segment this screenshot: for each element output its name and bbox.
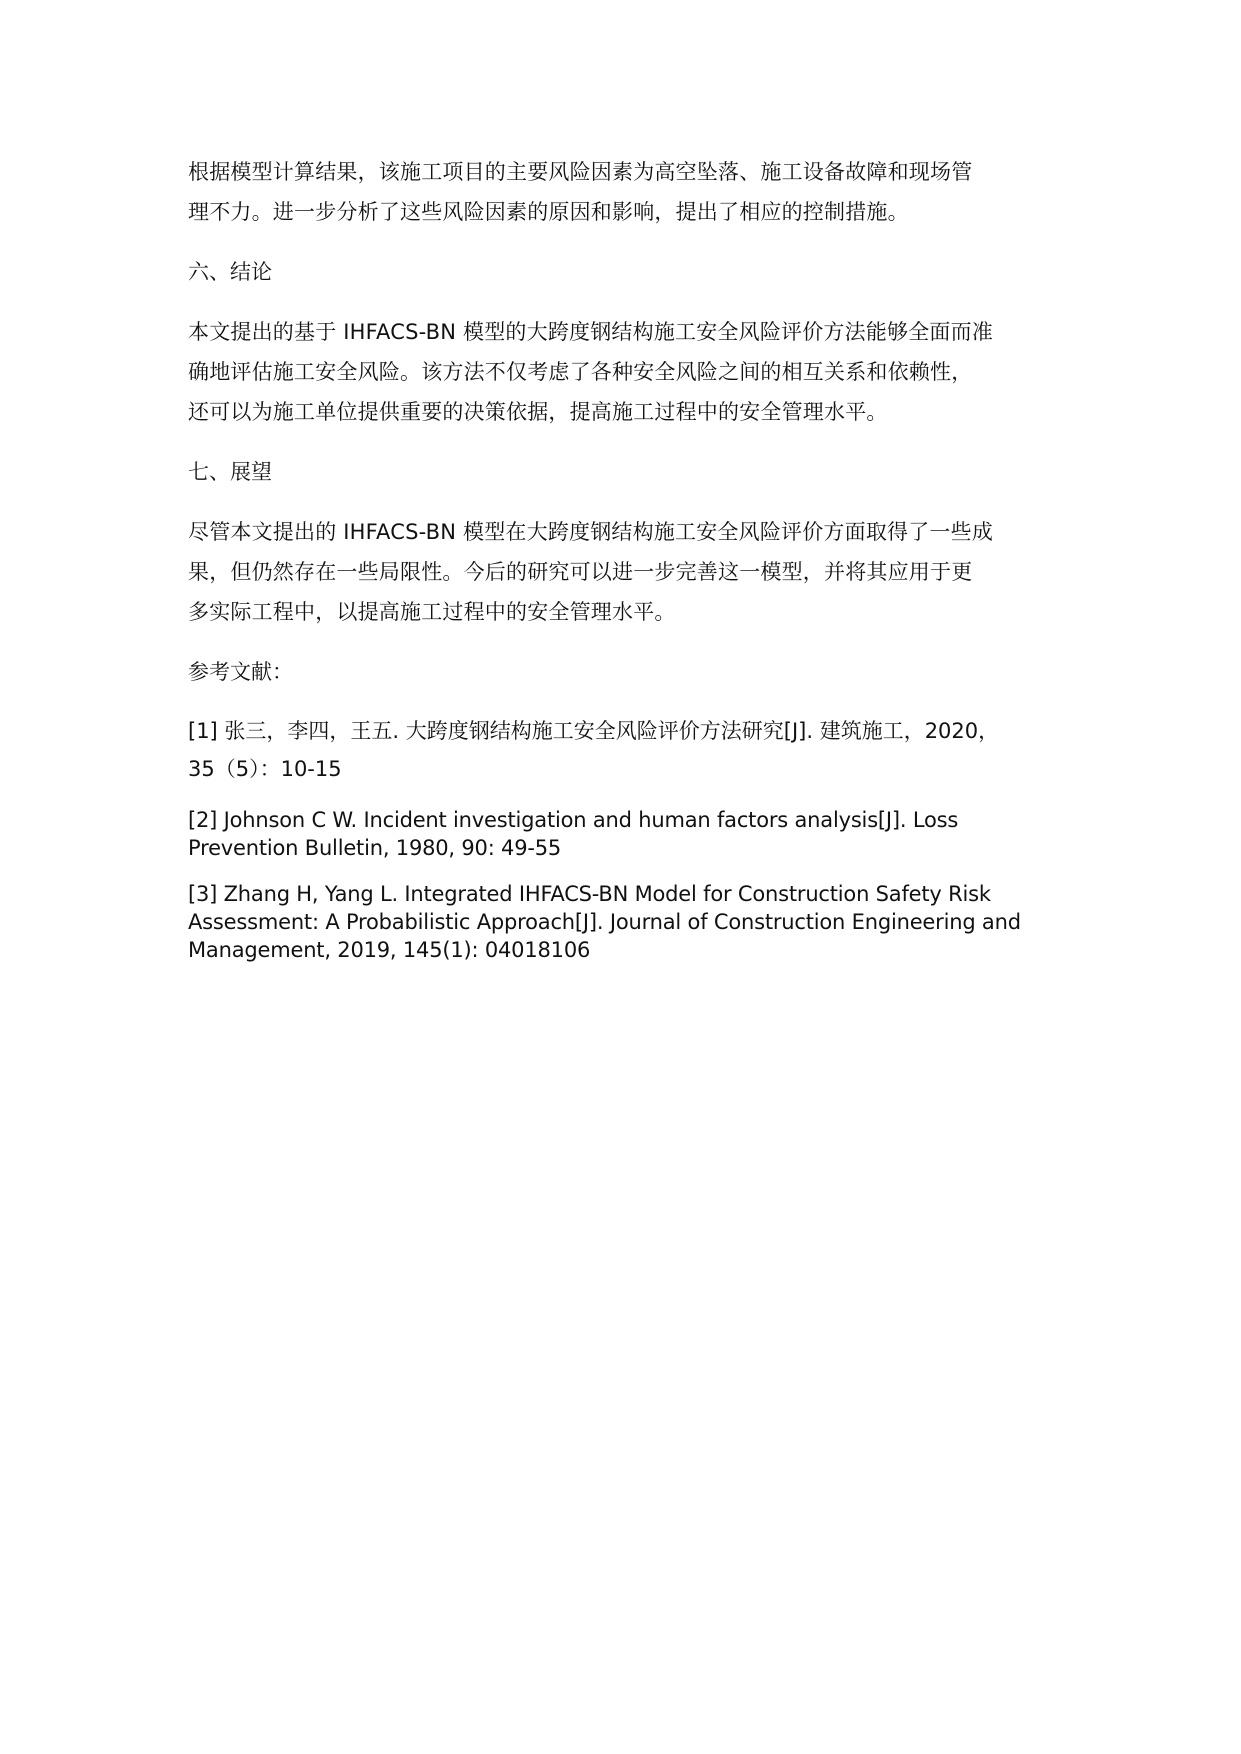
reference-item-3 <box>188 880 1088 964</box>
text-line: [2] Johnson C W. Incident investigation and human factors analysis[J]. Loss <box>188 808 959 832</box>
text-line: 根据模型计算结果，该施工项目的主要风险因素为高空坠落、施工设备故障和现场管 <box>188 160 973 184</box>
text-line: [1] 张三，李四，王五. 大跨度钢结构施工安全风险评价方法研究[J]. 建筑施工，2020， <box>188 719 1000 743</box>
section-heading-references: 参考文献： <box>188 660 293 684</box>
text-line: 多实际工程中，以提高施工过程中的安全管理水平。 <box>188 600 676 624</box>
text-line: 理不力。进一步分析了这些风险因素的原因和影响，提出了相应的控制措施。 <box>188 200 909 224</box>
text-line: Management, 2019, 145(1): 04018106 <box>188 938 591 962</box>
text-line: 还可以为施工单位提供重要的决策依据，提高施工过程中的安全管理水平。 <box>188 400 888 424</box>
section-heading-outlook: 七、展望 <box>188 460 272 484</box>
section-heading-conclusion: 六、结论 <box>188 260 272 284</box>
text-line: Prevention Bulletin, 1980, 90: 49-55 <box>188 836 562 860</box>
text-line: 35（5）：10-15 <box>188 757 342 781</box>
conclusion-paragraph <box>188 312 1088 432</box>
text-line: [3] Zhang H, Yang L. Integrated IHFACS-BN Model for Construction Safety Risk <box>188 882 991 906</box>
reference-item-2 <box>188 806 1088 862</box>
reference-item-1 <box>188 712 1088 788</box>
results-paragraph <box>188 152 1088 232</box>
text-line: 果，但仍然存在一些局限性。今后的研究可以进一步完善这一模型，并将其应用于更 <box>188 560 973 584</box>
text-line: 确地评估施工安全风险。该方法不仅考虑了各种安全风险之间的相互关系和依赖性， <box>188 360 973 384</box>
document-body <box>188 152 1088 964</box>
text-line: 尽管本文提出的 IHFACS-BN 模型在大跨度钢结构施工安全风险评价方面取得了一些成 <box>188 520 994 544</box>
outlook-paragraph <box>188 512 1088 632</box>
text-line: Assessment: A Probabilistic Approach[J]. Journal of Construction Engineering and <box>188 910 1021 934</box>
text-line: 本文提出的基于 IHFACS-BN 模型的大跨度钢结构施工安全风险评价方法能够全面而准 <box>188 320 994 344</box>
